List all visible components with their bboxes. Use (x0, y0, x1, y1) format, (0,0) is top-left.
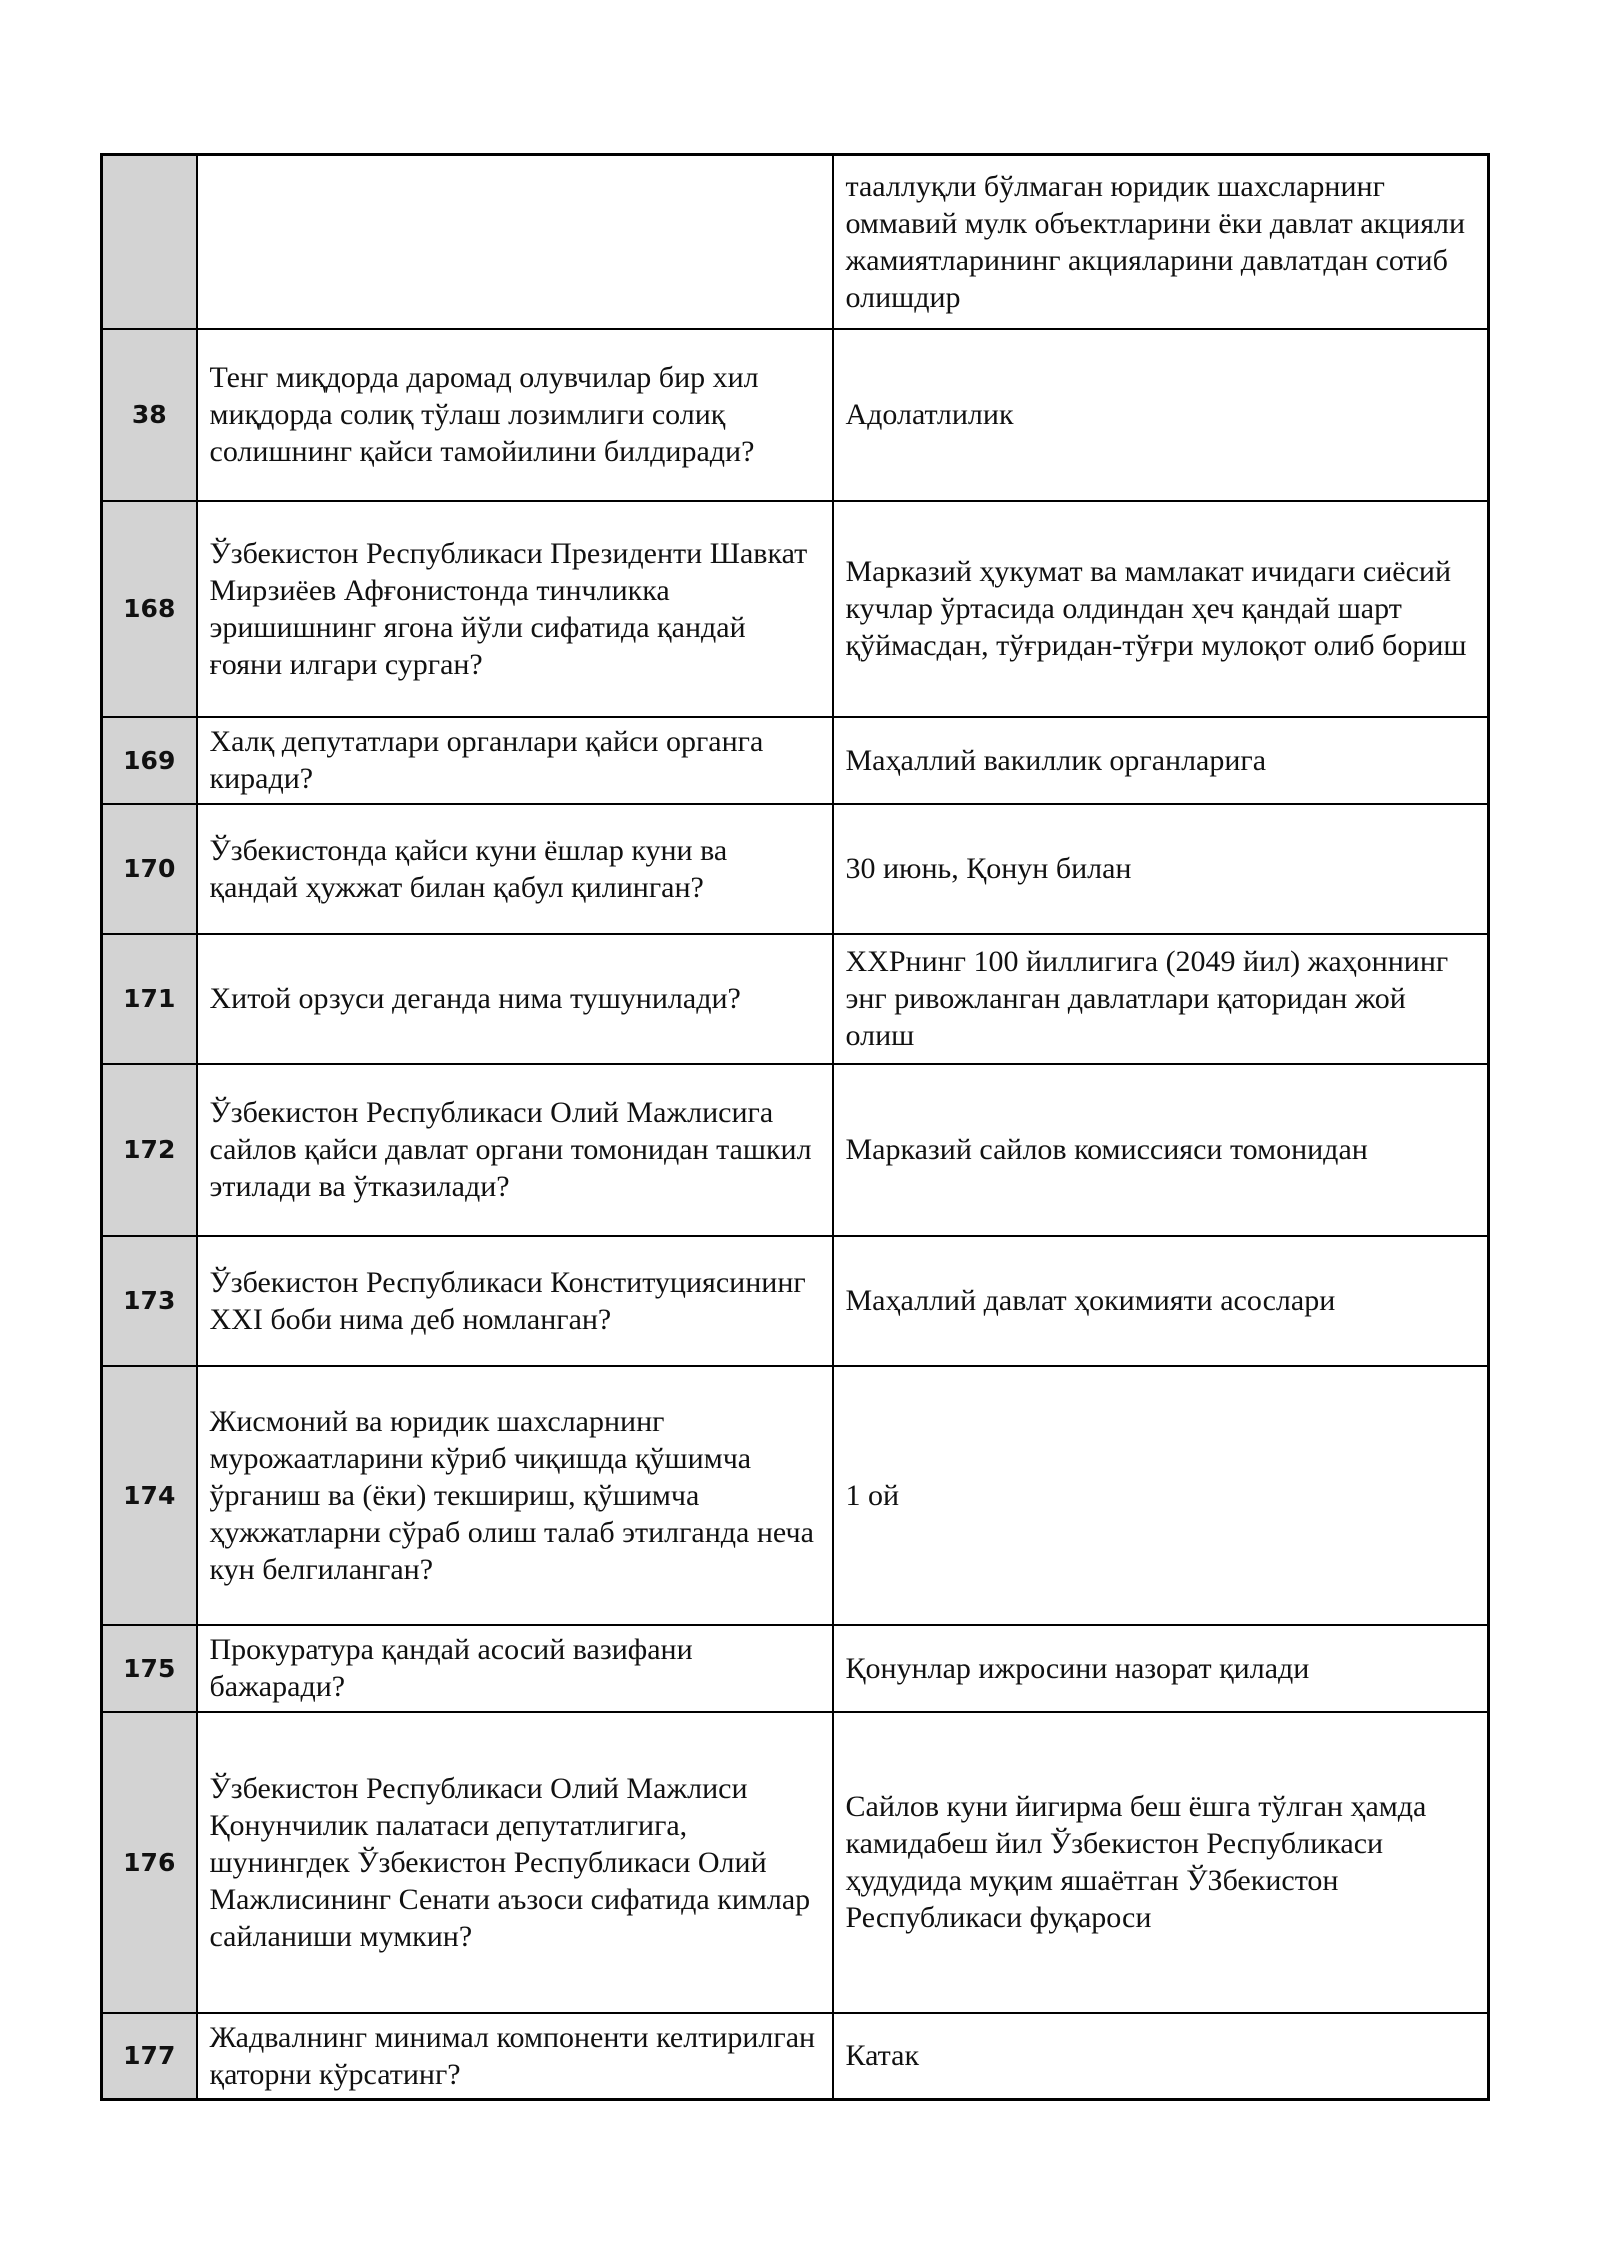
table-row (102, 1625, 1489, 1712)
row-number: 171 (102, 934, 197, 1064)
row-number: 38 (102, 329, 197, 501)
row-number: 168 (102, 501, 197, 717)
table-row (102, 1236, 1489, 1366)
answer-cell: Адолатлилик (833, 329, 1489, 501)
table-row (102, 934, 1489, 1064)
qa-table (100, 153, 1490, 2101)
answer-cell: тааллуқли бўлмаган юридик шахсларнинг оммавий мулк объектларини ёки давлат акцияли жамиятларининг акцияларини давлатдан сотиб олишдир (833, 155, 1489, 329)
answer-cell: Марказий ҳукумат ва мамлакат ичидаги сиёсий кучлар ўртасида олдиндан ҳеч қандай шарт қўймасдан, тўғридан-тўғри мулоқот олиб бориш (833, 501, 1489, 717)
table-row (102, 1366, 1489, 1625)
table-row (102, 717, 1489, 804)
answer-cell: Маҳаллий давлат ҳокимияти асослари (833, 1236, 1489, 1366)
answer-cell: Маҳаллий вакиллик органларига (833, 717, 1489, 804)
answer-cell: ХХРнинг 100 йиллигига (2049 йил) жаҳоннинг энг ривожланган давлатлари қаторидан жой олиш (833, 934, 1489, 1064)
question-cell: Ўзбекистон Республикаси Конституциясининг XXI боби нима деб номланган? (197, 1236, 833, 1366)
answer-cell: Марказий сайлов комиссияси томонидан (833, 1064, 1489, 1236)
question-cell: Халқ депутатлари органлари қайси органга киради? (197, 717, 833, 804)
table-row (102, 1712, 1489, 2013)
table-row (102, 804, 1489, 934)
question-cell: Жисмоний ва юридик шахсларнинг мурожаатларини кўриб чиқишда қўшимча ўрганиш ва (ёки) текшириш, қўшимча ҳужжатларни сўраб олиш талаб этилганда неча кун белгиланган? (197, 1366, 833, 1625)
row-number: 174 (102, 1366, 197, 1625)
row-number: 170 (102, 804, 197, 934)
question-cell: Жадвалнинг минимал компоненти келтирилган қаторни кўрсатинг? (197, 2013, 833, 2100)
row-number (102, 155, 197, 329)
answer-cell: Сайлов куни йигирма беш ёшга тўлган ҳамда камидабеш йил Ўзбекистон Республикаси ҳудудида муқим яшаётган ЎЗбекистон Республикаси фуқароси (833, 1712, 1489, 2013)
table-row (102, 501, 1489, 717)
table-row (102, 1064, 1489, 1236)
question-cell: Ўзбекистонда қайси куни ёшлар куни ва қандай ҳужжат билан қабул қилинган? (197, 804, 833, 934)
row-number: 172 (102, 1064, 197, 1236)
row-number: 177 (102, 2013, 197, 2100)
answer-cell: Қонунлар ижросини назорат қилади (833, 1625, 1489, 1712)
row-number: 175 (102, 1625, 197, 1712)
question-cell: Хитой орзуси деганда нима тушунилади? (197, 934, 833, 1064)
question-cell: Ўзбекистон Республикаси Президенти Шавкат Мирзиёев Афғонистонда тинчликка эришишнинг ягона йўли сифатида қандай ғояни илгари сурган? (197, 501, 833, 717)
answer-cell: 30 июнь, Қонун билан (833, 804, 1489, 934)
row-number: 169 (102, 717, 197, 804)
table-row (102, 155, 1489, 329)
question-cell: Ўзбекистон Республикаси Олий Мажлисига сайлов қайси давлат органи томонидан ташкил этилади ва ўтказилади? (197, 1064, 833, 1236)
question-cell: Прокуратура қандай асосий вазифани бажаради? (197, 1625, 833, 1712)
question-cell (197, 155, 833, 329)
row-number: 176 (102, 1712, 197, 2013)
table-row (102, 329, 1489, 501)
answer-cell: 1 ой (833, 1366, 1489, 1625)
row-number: 173 (102, 1236, 197, 1366)
question-cell: Тенг миқдорда даромад олувчилар бир хил миқдорда солиқ тўлаш лозимлиги солиқ солишнинг қайси тамойилини билдиради? (197, 329, 833, 501)
answer-cell: Катак (833, 2013, 1489, 2100)
question-cell: Ўзбекистон Республикаси Олий Мажлиси Қонунчилик палатаси депутатлигига, шунингдек Ўзбекистон Республикаси Олий Мажлисининг Сенати аъзоси сифатида кимлар сайланиши мумкин? (197, 1712, 833, 2013)
table-row (102, 2013, 1489, 2100)
